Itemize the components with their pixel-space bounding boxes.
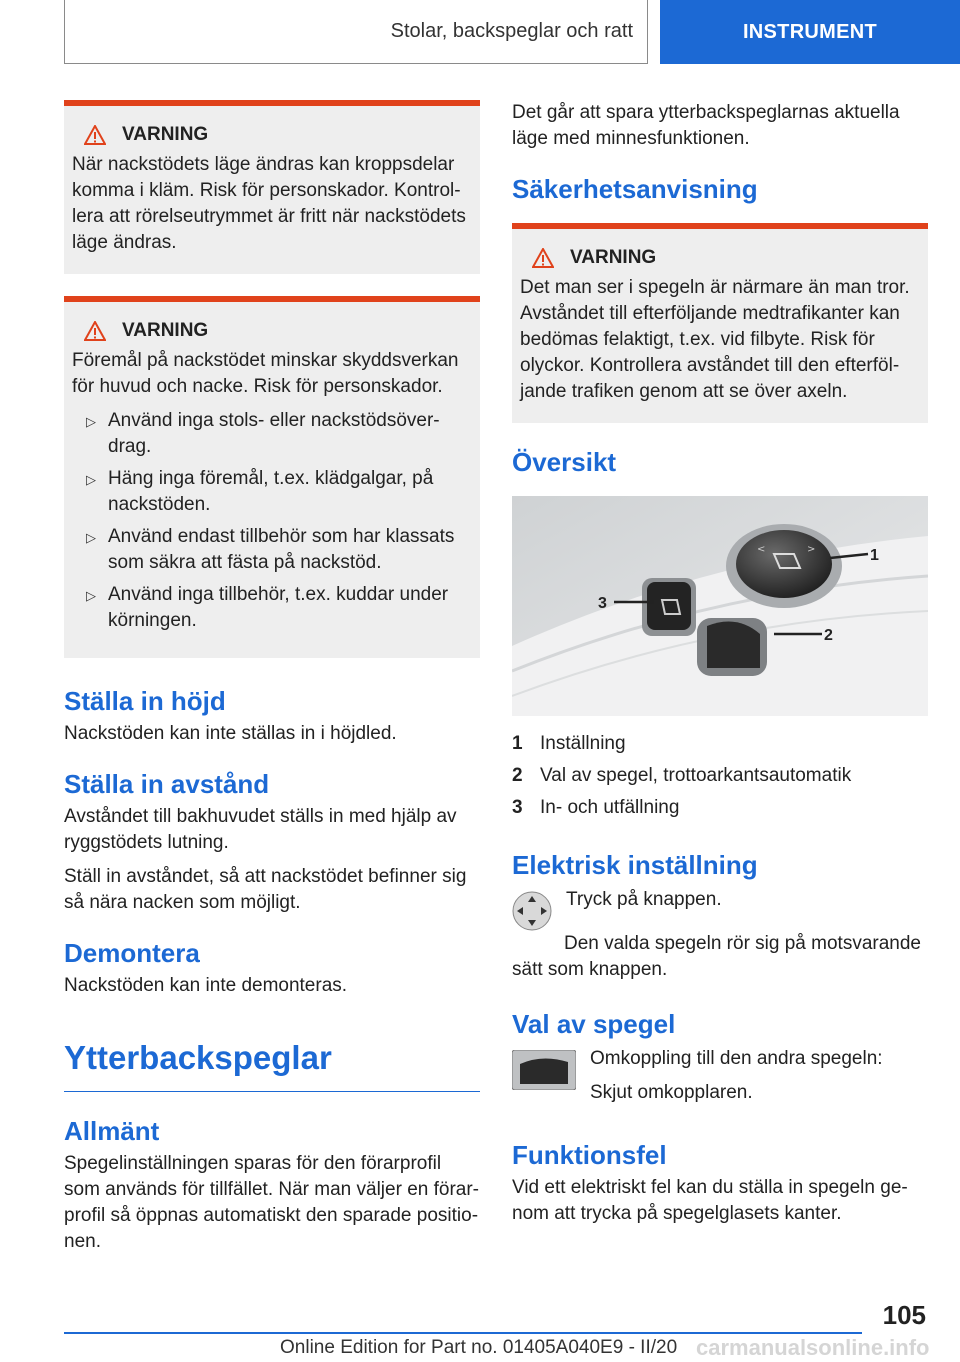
heading-allmant: Allmänt	[64, 1116, 160, 1146]
bullet-triangle-icon: ▷	[86, 414, 96, 429]
header-tab-instrument[interactable]	[660, 0, 960, 64]
text-demontera: Nackstöden kan inte demonteras.	[64, 975, 348, 996]
section-title-text: Stolar, backspeglar och ratt	[390, 20, 633, 42]
legend-item: 1 Inställning	[512, 733, 626, 754]
heading-funktionsfel: Funktionsfel	[512, 1140, 667, 1170]
footer-divider	[64, 1332, 862, 1334]
bullet-item: ▷ Använd endast tillbehör som har klassats som säkra att fästa på nackstöd.	[86, 526, 455, 573]
warning-triangle-icon	[84, 125, 106, 145]
heading-avstand: Ställa in avstånd	[64, 769, 270, 799]
electric-adjust-row	[512, 887, 928, 931]
bullet-triangle-icon: ▷	[86, 530, 96, 545]
callout-3: 3	[598, 595, 607, 612]
warning-text: Det man ser i spegeln är närmare än man tror. Avståndet till efterföljande medtrafikanter kan bedömas felaktigt, t.ex. vid filbyte. Risk för olyckor. Kontrollera avståndet till den efterföljande trafiken genom att se över axeln.	[520, 277, 910, 402]
legend-item: 2 Val av spegel, trottoarkantsautomatik	[512, 765, 852, 786]
warning-title: VARNING	[532, 247, 920, 269]
warning-box-headrest-objects	[64, 296, 480, 658]
text-funktionsfel: Vid ett elektriskt fel kan du ställa in spegeln genom att trycka på spegelglasets kanter.	[512, 1177, 908, 1224]
warning-title: VARNING	[84, 124, 472, 146]
text-electric-2: Den valda spegeln rör sig på motsvarande sätt som knappen.	[512, 933, 921, 980]
text-allmant: Spegelinställningen sparas för den förarprofil som används för tillfället. När man väljer en förarprofil så öppnas automatiskt den sparade positionen.	[64, 1153, 479, 1252]
heading-demontera: Demontera	[64, 938, 200, 968]
mirror-adjust-button-icon	[512, 891, 552, 931]
heading-oversikt: Översikt	[512, 447, 617, 477]
text-electric-1: Tryck på knappen.	[566, 889, 722, 910]
mirror-controls-illustration	[512, 496, 928, 716]
warning-title: VARNING	[84, 320, 472, 342]
bullet-item: ▷ Använd inga tillbehör, t.ex. kuddar under körningen.	[86, 584, 449, 631]
warning-box-mirror-distance	[512, 223, 928, 423]
mirror-selector-switch-icon	[512, 1050, 576, 1090]
page-number: 105	[882, 1300, 926, 1330]
text-select-2: Skjut omkopplaren.	[590, 1082, 753, 1103]
legend-item: 3 In- och utfällning	[512, 797, 680, 818]
bullet-triangle-icon: ▷	[86, 588, 96, 603]
fold-button	[647, 582, 691, 630]
text-avstand-1: Avståndet till bakhuvudet ställs in med hjälp av ryggstödets lutning.	[64, 806, 457, 853]
heading-sakerhet: Säkerhetsanvisning	[512, 174, 758, 204]
mirror-select-row	[512, 1046, 928, 1114]
left-column	[64, 100, 480, 1263]
footer-edition: Online Edition for Part no. 01405A040E9 - II/20	[280, 1337, 678, 1358]
heading-val-av-spegel: Val av spegel	[512, 1009, 676, 1039]
watermark: carmanualsonline.info	[696, 1335, 930, 1360]
svg-text:<: <	[757, 544, 766, 555]
heading-ytterbackspeglar: Ytterbackspeglar	[64, 1039, 480, 1092]
bullet-item: ▷ Använd inga stols- eller nackstödsöverdrag.	[86, 410, 440, 457]
warning-triangle-icon	[84, 321, 106, 341]
bullet-triangle-icon: ▷	[86, 472, 96, 487]
warning-box-headrest-adjust	[64, 100, 480, 274]
selector-switch	[707, 622, 760, 669]
callout-2: 2	[824, 627, 833, 644]
text-hojd: Nackstöden kan inte ställas in i höjdled.	[64, 723, 397, 744]
header-section-title	[64, 0, 648, 64]
heading-hojd: Ställa in höjd	[64, 686, 226, 716]
tab-label: INSTRUMENT	[742, 20, 878, 43]
warning-text: Föremål på nackstödet minskar skyddsverkan för huvud och nacke. Risk för personskador.	[72, 350, 459, 397]
text-select-1: Omkoppling till den andra spegeln:	[590, 1048, 883, 1069]
warning-triangle-icon	[532, 248, 554, 268]
callout-1: 1	[870, 547, 879, 564]
svg-text:>: >	[807, 544, 816, 555]
right-column	[512, 100, 928, 1235]
warning-bullet-list	[72, 408, 472, 634]
adjust-knob	[736, 530, 832, 598]
warning-text: När nackstödets läge ändras kan kroppsdelar komma i kläm. Risk för personskador. Kontrollera att rörelseutrymmet är fritt när nackstödets läge ändras.	[72, 154, 466, 253]
heading-elektrisk: Elektrisk inställning	[512, 850, 758, 880]
text-memory-intro: Det går att spara ytterbackspeglarnas aktuella läge med minnesfunktionen.	[512, 102, 900, 149]
text-avstand-2: Ställ in avståndet, så att nackstödet befinner sig så nära nacken som möjligt.	[64, 866, 467, 913]
bullet-item: ▷ Häng inga föremål, t.ex. klädgalgar, på nackstöden.	[86, 468, 434, 515]
